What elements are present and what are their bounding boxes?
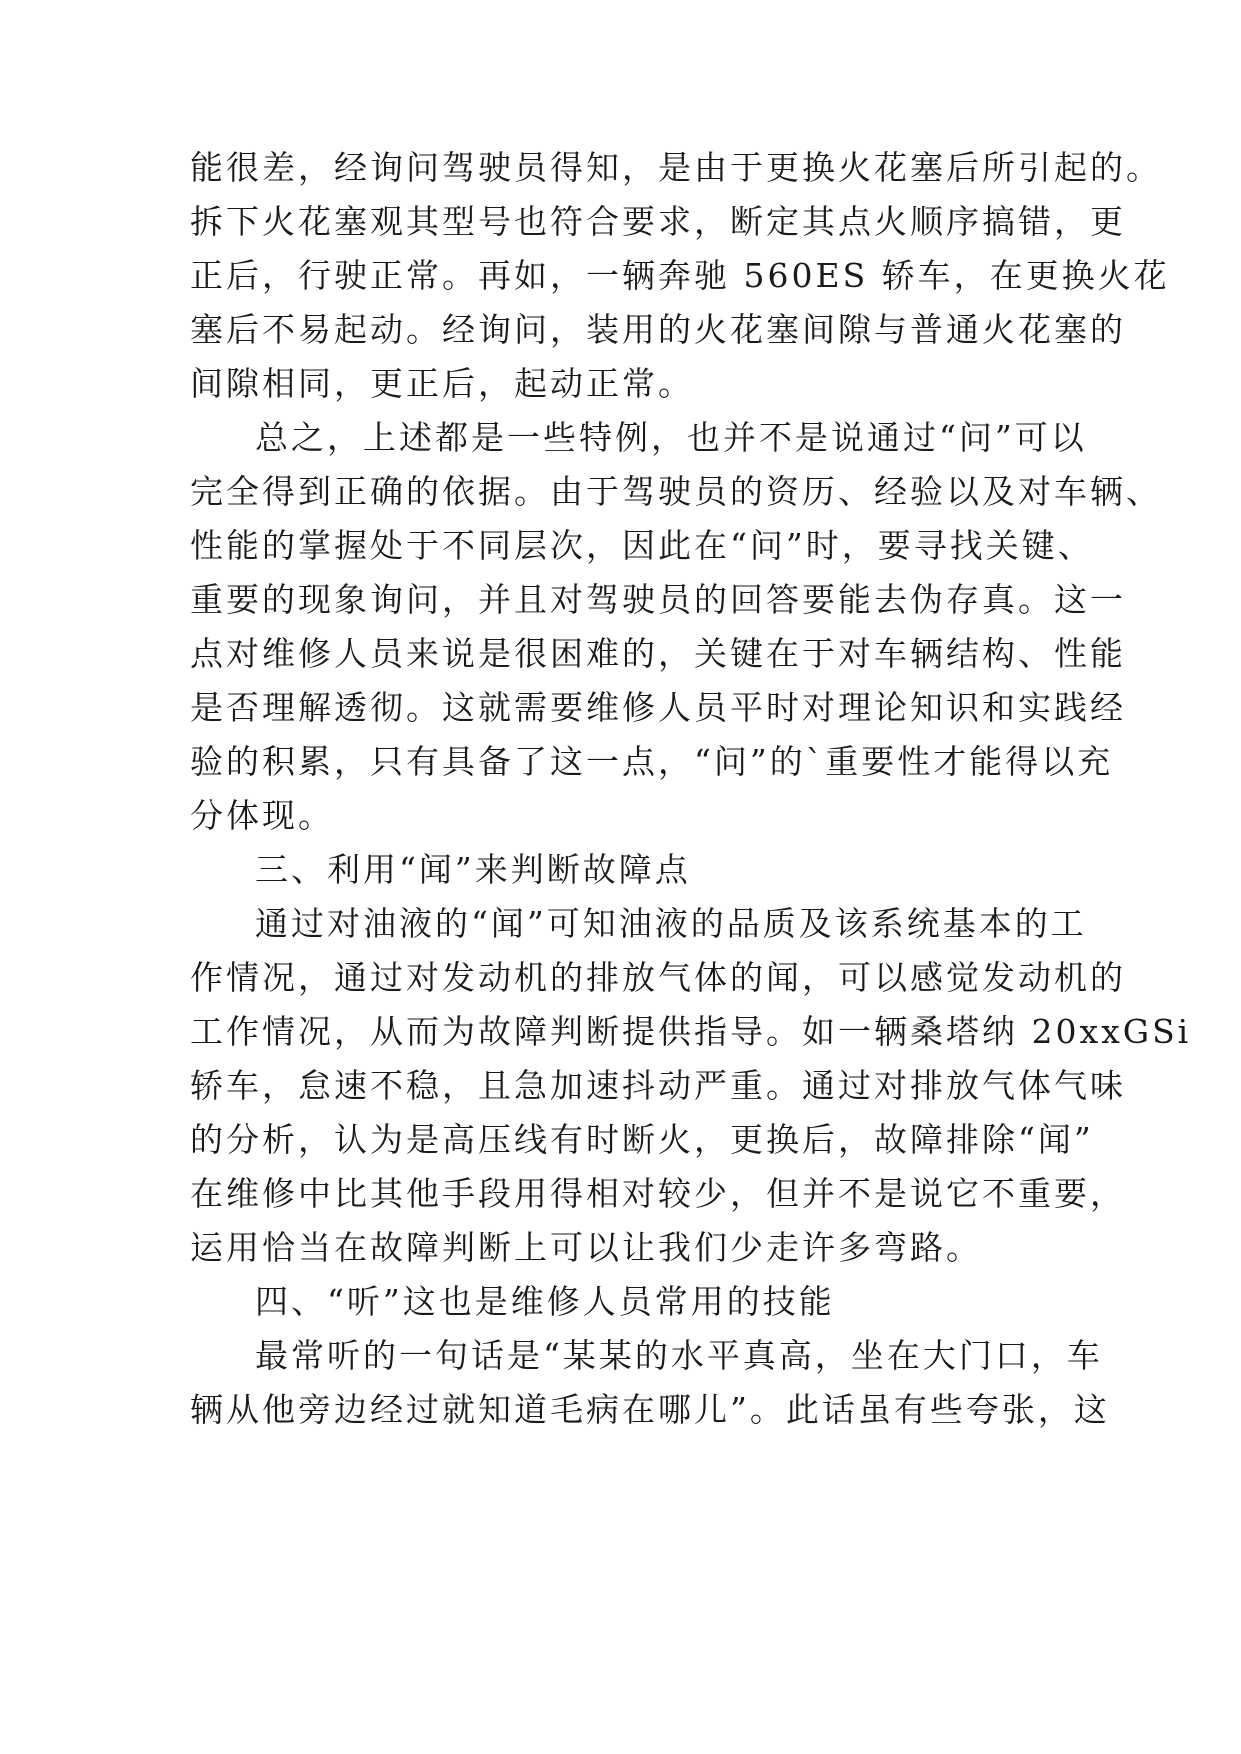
text-line: 验的积累，只有具备了这一点，“问”的`重要性才能得以充	[190, 742, 1114, 781]
section-heading: 三、利用“闻”来判断故障点	[255, 850, 691, 889]
paragraph-first-line: 通过对油液的“闻”可知油液的品质及该系统基本的工	[255, 904, 1087, 943]
text-line: 性能的掌握处于不同层次，因此在“问”时，要寻找关键、	[190, 526, 1094, 565]
paragraph-first-line: 总之，上述都是一些特例，也并不是说通过“问”可以	[255, 418, 1087, 457]
text-line: 完全得到正确的依据。由于驾驶员的资历、经验以及对车辆、	[190, 472, 1162, 511]
section-heading: 四、“听”这也是维修人员常用的技能	[255, 1282, 835, 1321]
text-line: 正后，行驶正常。再如，一辆奔驰 560ES 轿车，在更换火花	[190, 256, 1170, 295]
text-line: 重要的现象询问，并且对驾驶员的回答要能去伪存真。这一	[190, 580, 1126, 619]
text-line: 拆下火花塞观其型号也符合要求，断定其点火顺序搞错，更	[190, 202, 1126, 241]
text-line: 点对维修人员来说是很困难的，关键在于对车辆结构、性能	[190, 634, 1126, 673]
text-line: 轿车，怠速不稳，且急加速抖动严重。通过对排放气体气味	[190, 1066, 1126, 1105]
text-line: 辆从他旁边经过就知道毛病在哪儿”。此话虽有些夸张，这	[190, 1390, 1110, 1429]
text-line: 是否理解透彻。这就需要维修人员平时对理论知识和实践经	[190, 688, 1126, 727]
text-line: 在维修中比其他手段用得相对较少，但并不是说它不重要，	[190, 1174, 1126, 1213]
text-line: 能很差，经询问驾驶员得知，是由于更换火花塞后所引起的。	[190, 148, 1162, 187]
text-line: 塞后不易起动。经询问，装用的火花塞间隙与普通火花塞的	[190, 310, 1126, 349]
text-line: 运用恰当在故障判断上可以让我们少走许多弯路。	[190, 1228, 982, 1267]
text-line: 分体现。	[190, 796, 334, 835]
text-line: 作情况，通过对发动机的排放气体的闻，可以感觉发动机的	[190, 958, 1126, 997]
text-line: 的分析，认为是高压线有时断火，更换后，故障排除“闻”	[190, 1120, 1094, 1159]
text-line: 间隙相同，更正后，起动正常。	[190, 364, 694, 403]
text-line: 工作情况，从而为故障判断提供指导。如一辆桑塔纳 20xxGSi	[190, 1012, 1192, 1051]
paragraph-first-line: 最常听的一句话是“某某的水平真高，坐在大门口，车	[255, 1336, 1103, 1375]
